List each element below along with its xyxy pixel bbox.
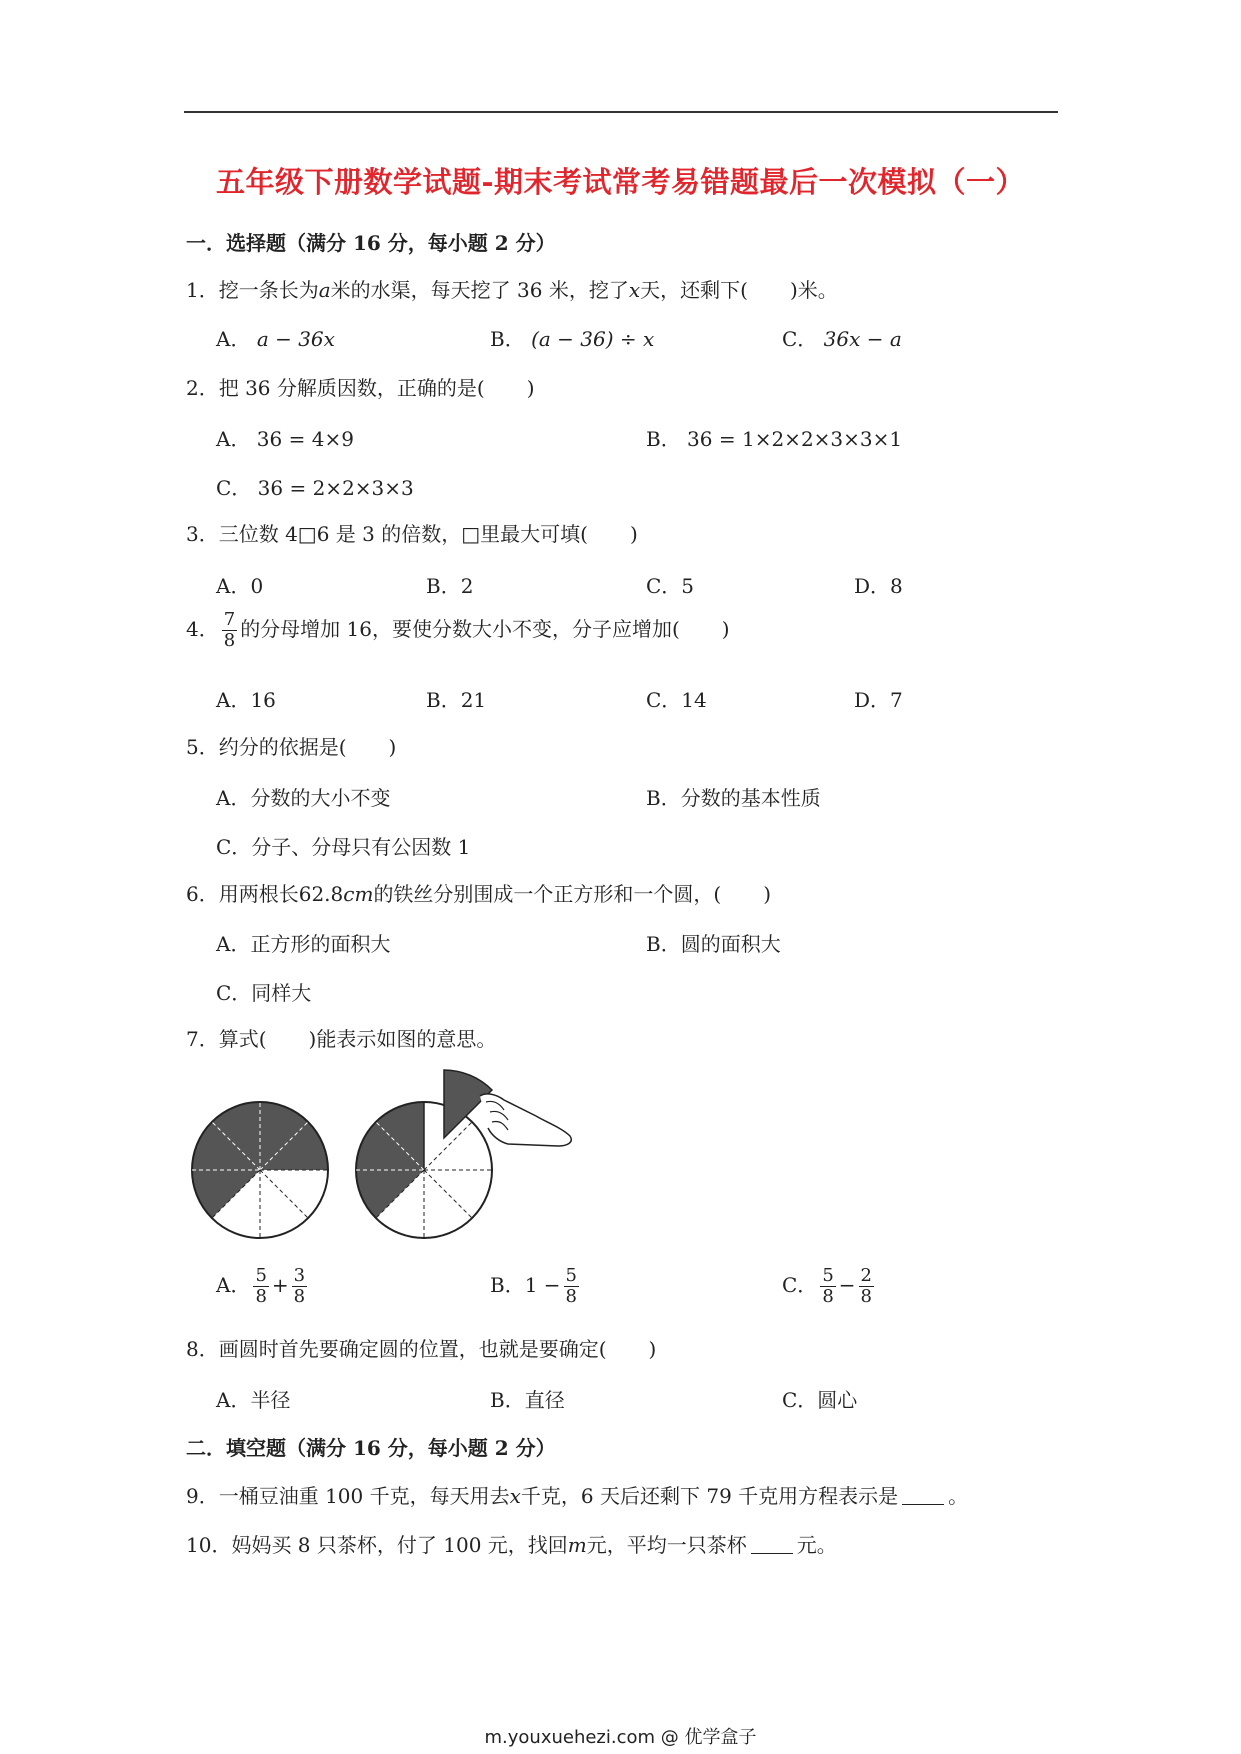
question-5: 5．约分的依据是( ) [186,735,397,759]
q2-option-b: B． 36 = 1×2×2×3×3×1 [646,427,903,451]
q6-option-c: C．同样大 [216,981,312,1005]
q7-option-b: B．1 − $\frac{5}{8}$ [490,1265,577,1307]
q9-answer-blank[interactable] [902,1486,944,1505]
q4-option-c: C．14 [646,688,707,712]
q4-option-a: A．16 [216,688,276,712]
q2-option-c: C． 36 = 2×2×3×3 [216,476,414,500]
q1-option-a: A． a − 36x [216,327,335,351]
q7-circle-figure [186,1066,586,1246]
question-6: 6．用两根长62.8cm的铁丝分别围成一个正方形和一个圆，( ) [186,882,772,906]
question-8: 8．画圆时首先要确定圆的位置，也就是要确定( ) [186,1337,657,1361]
circle-right [356,1070,571,1238]
question-1: 1．挖一条长为a米的水渠，每天挖了 36 米，挖了x天，还剩下( )米。 [186,278,838,302]
q3-option-d: D．8 [854,574,903,598]
q8-option-c: C．圆心 [782,1388,858,1412]
q7-option-a: A． $\frac{5}{8}$ + $\frac{3}{8}$ [216,1265,306,1307]
q5-option-b: B．分数的基本性质 [646,786,821,810]
q3-option-b: B．2 [426,574,474,598]
question-10: 10．妈妈买 8 只茶杯，付了 100 元，找回m元，平均一只茶杯 元。 [186,1533,837,1557]
q3-option-a: A．0 [216,574,264,598]
q1-option-c: C． 36x − a [782,327,902,351]
page-title: 五年级下册数学试题-期末考试常考易错题最后一次模拟（一） [215,165,1026,199]
question-3: 3．三位数 4□6 是 3 的倍数，□里最大可填( ) [186,522,638,546]
q4-fraction: $\frac{7}{8}$ [223,609,236,651]
q3-option-c: C．5 [646,574,695,598]
q4-option-b: B．21 [426,688,487,712]
q8-option-b: B．直径 [490,1388,565,1412]
q1-option-b: B． (a − 36) ÷ x [490,327,655,351]
question-7: 7．算式( )能表示如图的意思。 [186,1027,497,1051]
q10-answer-blank[interactable] [751,1535,793,1554]
q4-option-d: D．7 [854,688,903,712]
footer-watermark: m.youxuehezi.com @ 优学盒子 [484,1727,757,1748]
header-rule [184,111,1058,113]
question-2: 2．把 36 分解质因数，正确的是( ) [186,376,535,400]
q6-option-b: B．圆的面积大 [646,932,781,956]
circle-left [192,1102,328,1238]
section-choice-heading: 一．选择题（满分 16 分，每小题 2 分） [186,231,556,255]
question-4: 4． $\frac{7}{8}$ 的分母增加 16，要使分数大小不变，分子应增加( ) [186,609,730,651]
q6-option-a: A．正方形的面积大 [216,932,391,956]
q8-option-a: A．半径 [216,1388,291,1412]
question-9: 9．一桶豆油重 100 千克，每天用去x千克，6 天后还剩下 79 千克用方程表示是 。 [186,1484,969,1508]
section-fill-heading: 二．填空题（满分 16 分，每小题 2 分） [186,1436,556,1460]
q5-option-c: C．分子、分母只有公因数 1 [216,835,471,859]
q5-option-a: A．分数的大小不变 [216,786,391,810]
q2-option-a: A． 36 = 4×9 [216,427,354,451]
q7-option-c: C． $\frac{5}{8}$ − $\frac{2}{8}$ [782,1265,872,1307]
